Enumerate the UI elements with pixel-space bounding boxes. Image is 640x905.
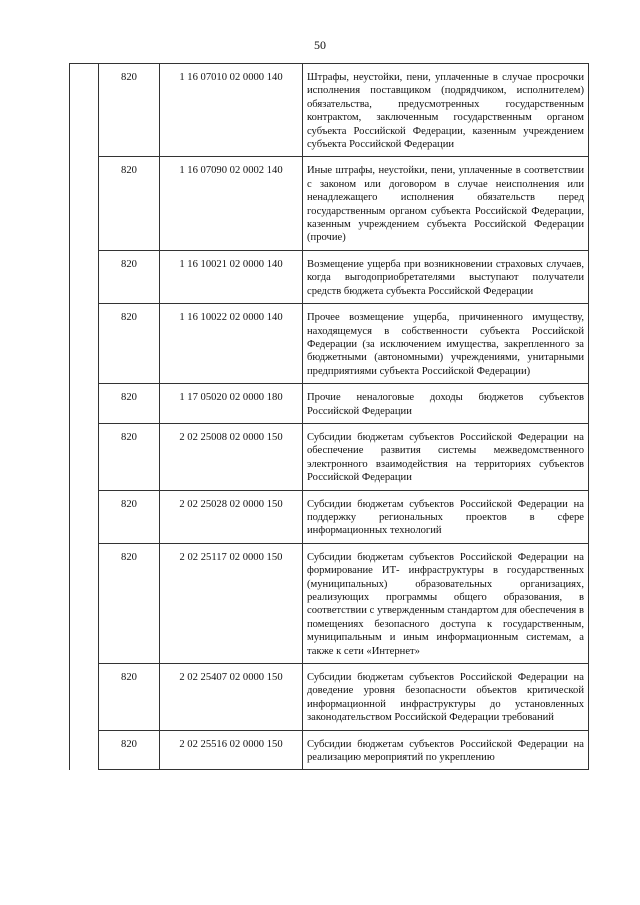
admin-code-cell: 820 [99,664,160,731]
admin-code-cell: 820 [99,423,160,490]
admin-code-cell: 820 [99,384,160,424]
revenue-name-cell: Субсидии бюджетам субъектов Российской Федерации на доведение уровня безопасности объектов критической информационной инфраструктуры до установленных законодательством Российской Федерации требований [303,664,589,731]
table-row [70,384,589,424]
table-row [70,490,589,543]
revenue-code-cell: 1 16 10021 02 0000 140 [160,250,303,303]
revenue-name-cell: Субсидии бюджетам субъектов Российской Федерации на реализацию мероприятий по укреплению [303,730,589,770]
table-row [70,423,589,490]
revenue-name-cell: Иные штрафы, неустойки, пени, уплаченные в соответствии с законом или договором в случае неисполнения или ненадлежащего исполнения обязательств перед государственным органом субъекта Российской Федерации, казенным учреждением субъекта Российской Федерации (прочие) [303,157,589,250]
admin-code-cell: 820 [99,730,160,770]
revenue-code-cell: 2 02 25028 02 0000 150 [160,490,303,543]
page-number: 50 [314,38,326,52]
revenue-name-cell: Субсидии бюджетам субъектов Российской Федерации на формирование ИТ- инфраструктуры в государственных (муниципальных) образовательных организациях, реализующих программы общего образования, в соответствии с утвержденным стандартом для обеспечения в помещениях безопасного доступа к государственным, муниципальным и иным информационным системам, а также к сети «Интернет» [303,543,589,663]
table-row [70,664,589,731]
table-row [70,304,589,384]
admin-code-cell: 820 [99,490,160,543]
revenue-name-cell: Субсидии бюджетам субъектов Российской Федерации на обеспечение развития системы межведомственного электронного взаимодействия на территориях субъектов Российской Федерации [303,423,589,490]
admin-code-cell: 820 [99,304,160,384]
revenue-code-cell: 1 16 10022 02 0000 140 [160,304,303,384]
revenue-code-cell: 1 16 07010 02 0000 140 [160,64,303,157]
revenue-code-cell: 2 02 25407 02 0000 150 [160,664,303,731]
revenue-codes-table [69,63,589,770]
admin-code-cell: 820 [99,250,160,303]
revenue-name-cell: Возмещение ущерба при возникновении страховых случаев, когда выгодоприобретателями выступают получатели средств бюджета субъекта Российской Федерации [303,250,589,303]
table-row [70,64,589,157]
table-row [70,543,589,663]
group-cell [70,423,99,770]
revenue-code-cell: 1 17 05020 02 0000 180 [160,384,303,424]
revenue-name-cell: Прочее возмещение ущерба, причиненного имуществу, находящемуся в собственности субъекта Российской Федерации (за исключением имущества, закрепленного за бюджетными (автономными) учреждениями, унитарными предприятиями субъекта Российской Федерации) [303,304,589,384]
revenue-name-cell: Прочие неналоговые доходы бюджетов субъектов Российской Федерации [303,384,589,424]
revenue-name-cell: Субсидии бюджетам субъектов Российской Федерации на поддержку региональных проектов в сфере информационных технологий [303,490,589,543]
revenue-name-cell: Штрафы, неустойки, пени, уплаченные в случае просрочки исполнения поставщиком (подрядчиком, исполнителем) обязательства, предусмотренных государственным контрактом, заключенным государственным органом субъекта Российской Федерации, казенным учреждением субъекта Российской Федерации [303,64,589,157]
admin-code-cell: 820 [99,64,160,157]
admin-code-cell: 820 [99,157,160,250]
admin-code-cell: 820 [99,543,160,663]
revenue-code-cell: 2 02 25117 02 0000 150 [160,543,303,663]
table-row [70,157,589,250]
table-row [70,730,589,770]
table-row [70,250,589,303]
revenue-code-cell: 2 02 25008 02 0000 150 [160,423,303,490]
revenue-code-cell: 1 16 07090 02 0002 140 [160,157,303,250]
revenue-code-cell: 2 02 25516 02 0000 150 [160,730,303,770]
group-cell [70,64,99,424]
